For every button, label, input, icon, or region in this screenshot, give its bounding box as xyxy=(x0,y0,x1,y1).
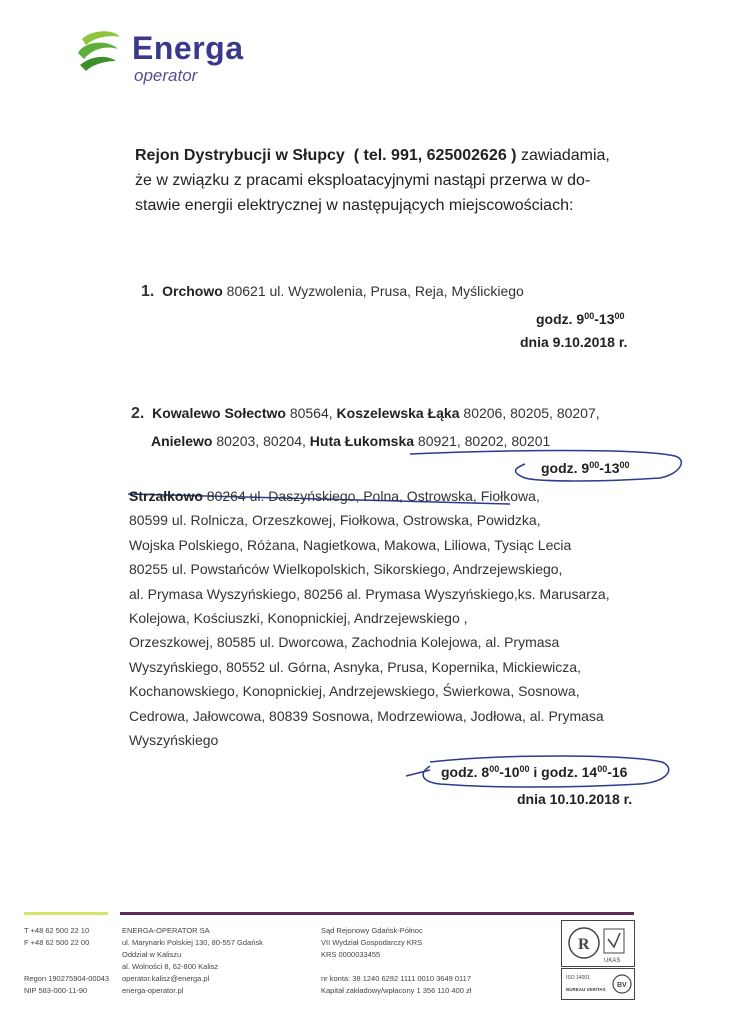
list-item: Kochanowskiego, Konopnickiej, Andrzejewskiego, Świerkowa, Sosnowa, xyxy=(129,683,580,700)
logo-sub: operator xyxy=(134,66,198,85)
energa-logo-mark-icon xyxy=(74,27,124,73)
svg-text:BV: BV xyxy=(617,982,627,989)
list-item: Wyszyńskiego xyxy=(129,732,219,749)
item1-place: Orchowo xyxy=(162,283,223,299)
footer-col-registry: Sąd Rejonowy Gdańsk-Północ VII Wydział Gospodarczy KRS KRS 0000033455 nr konta: 38 1240 6292 1111 0010 3649 0117 Kapitał zakładowy/wpłacony 1 356 110 400 zł xyxy=(321,926,472,995)
footer-divider xyxy=(120,912,634,915)
item2-place-strzalkowo: Strzałkowo xyxy=(129,488,203,504)
item1-number: 1. xyxy=(141,283,155,300)
list-item: al. Prymasa Wyszyńskiego, 80256 al. Prymasa Wyszyńskiego,ks. Marusarza, xyxy=(129,585,610,602)
list-item: Kolejowa, Kościuszki, Konopnickiej, Andrzejewskiego , xyxy=(129,610,468,627)
item1-streets: 80621 ul. Wyzwolenia, Prusa, Reja, Myślickiego xyxy=(222,283,524,299)
item2-number: 2. xyxy=(131,405,145,422)
item2-place-anielewo: Anielewo xyxy=(151,433,213,449)
intro-line1-rest: zawiadamia, xyxy=(516,147,610,164)
item1-time: godz. $9^{00}-13^{00}$ xyxy=(536,311,625,327)
item2-place-huta: Huta Łukomska xyxy=(309,433,415,449)
list-item: Wojska Polskiego, Różana, Nagietkowa, Makowa, Liliowa, Tysiąc Lecia xyxy=(129,536,572,553)
intro-paragraph xyxy=(135,143,655,218)
svg-text:R: R xyxy=(578,936,590,953)
item2-time1: godz. $9^{00}-13^{00}$ xyxy=(541,460,630,476)
region-name: Rejon Dystrybucji w Słupcy xyxy=(135,147,345,164)
item1-line xyxy=(141,283,524,301)
item2-place-kowalewo: Kowalewo Sołectwo xyxy=(152,405,286,421)
list-item: Wyszyńskiego, 80552 ul. Górna, Asnyka, Prusa, Kopernika, Mickiewicza, xyxy=(129,658,581,675)
region-phones: ( tel. 991, 625002626 ) xyxy=(353,147,517,164)
item2-place-koszelewska: Koszelewska Łąka xyxy=(336,405,460,421)
footer-col-company: ENERGA-OPERATOR SA ul. Marynarki Polskiej 130, 80-557 Gdańsk Oddział w Kaliszu al. Wolności 8, 62-800 Kalisz operator.kalisz@energa.pl energa-operator.pl xyxy=(122,926,263,995)
item1-date: dnia 9.10.2018 r. xyxy=(520,334,628,350)
logo-name: Energa xyxy=(132,30,244,66)
item2-time2: godz. $8^{00}-10^{00}$ i godz. $14^{00}-16$ xyxy=(441,764,628,780)
footer-divider-green xyxy=(24,912,108,915)
intro-line2: że w związku z pracami eksploatacyjnymi nastąpi przerwa w do- xyxy=(135,172,591,189)
item2-streets-block: Strzałkowo 80264 ul. Daszyńskiego, Polna, Ostrowska, Fiołkowa, 80599 ul. Rolnicza, Orzeszkowej, Fiołkowa, Ostrowska, Powidzka, Wojska Polskiego, Różana, Nagietkowa, Makowa, Liliowa, Tysiąc Lecia 80255 ul. Powstańców Wielkopolskich, Sikorskiego, Andrzejewskiego, al. Prymasa Wyszyńskiego, 80256 al. Prymasa Wyszyńskiego,ks. Marusarza, Kolejowa, Kościuszki, Konopnickiej, Andrzejewskiego , Orzeszkowej, 80585 ul. Dworcowa, Zachodnia Kolejowa, al. Prymasa Wyszyńskiego, 80552 ul. Górna, Asnyka, Prusa, Kopernika, Mickiewicza, Kochanowskiego, Konopnickiej, Andrzejewskiego, Świerkowa, Sosnowa, Cedrowa, Jałowcowa, 80839 Sosnowa, Modrzewiowa, Jodłowa, al. Prymasa Wyszyńskiego xyxy=(129,484,689,752)
list-item: Orzeszkowej, 80585 ul. Dworcowa, Zachodnia Kolejowa, al. Prymasa xyxy=(129,634,560,651)
item2-date: dnia 10.10.2018 r. xyxy=(517,791,633,807)
footer-col-contact: T +48 62 500 22 10 F +48 62 500 22 00 Regon 190275904-00043 NIP 583-000-11-90 xyxy=(24,926,110,995)
bureau-veritas-icon xyxy=(561,968,635,1000)
item2-line2: Anielewo 80203, 80204, Huta Łukomska 80921, 80202, 80201 xyxy=(151,433,551,449)
item2-line1: 2. Kowalewo Sołectwo 80564, Koszelewska Łąka 80206, 80205, 80207, xyxy=(131,405,600,422)
list-item: 80255 ul. Powstańców Wielkopolskich, Sikorskiego, Andrzejewskiego, xyxy=(129,561,563,578)
intro-line3: stawie energii elektrycznej w następujących miejscowościach: xyxy=(135,197,574,214)
svg-text:BUREAU VERITAS: BUREAU VERITAS xyxy=(566,987,606,992)
svg-text:ISO 14001: ISO 14001 xyxy=(566,975,590,981)
list-item: Cedrowa, Jałowcowa, 80839 Sosnowa, Modrzewiowa, Jodłowa, al. Prymasa xyxy=(129,707,604,724)
list-item: 80599 ul. Rolnicza, Orzeszkowej, Fiołkowa, Ostrowska, Powidzka, xyxy=(129,512,541,529)
svg-text:UKAS: UKAS xyxy=(604,958,621,964)
iso-certification-icon xyxy=(561,920,635,967)
